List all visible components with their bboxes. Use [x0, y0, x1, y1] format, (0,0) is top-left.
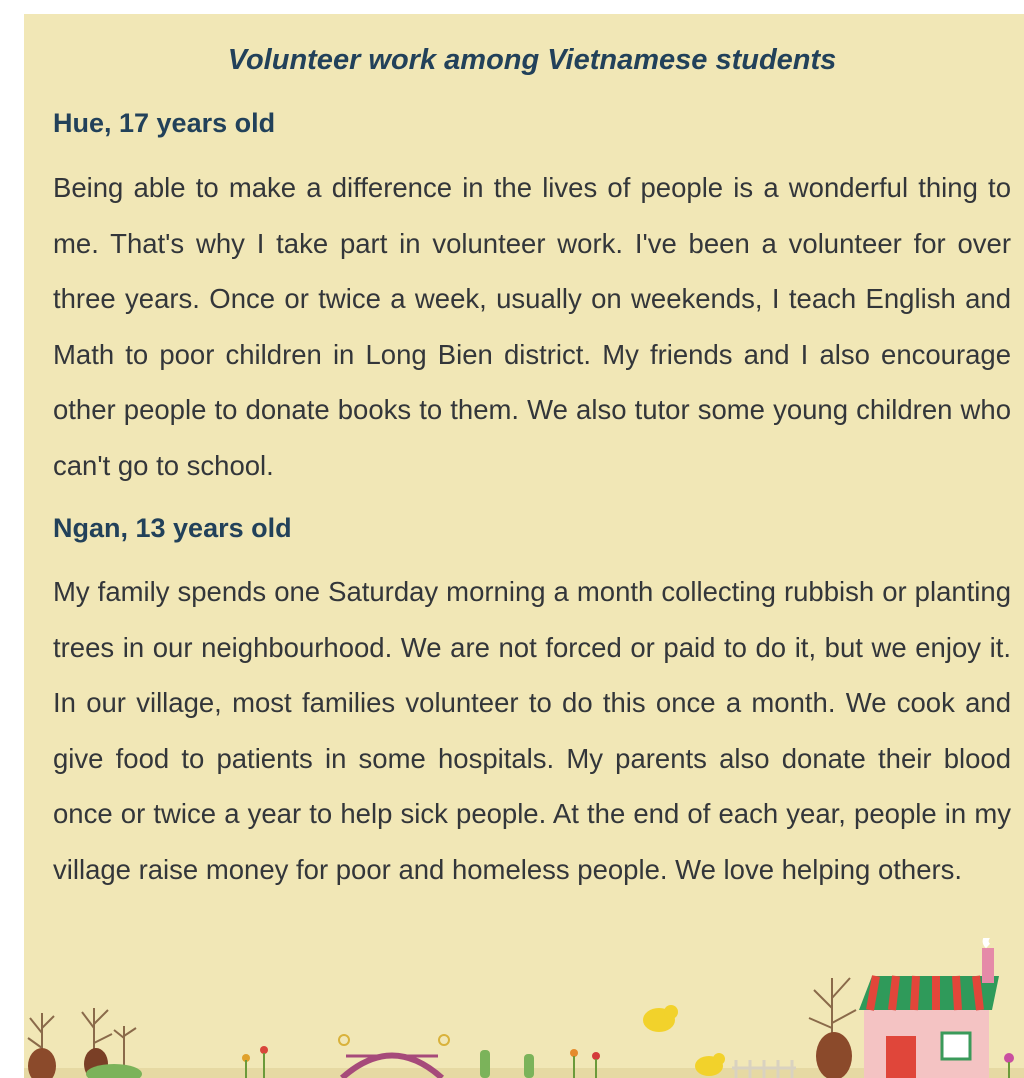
village-illustration — [24, 938, 1024, 1078]
page-title: Volunteer work among Vietnamese students — [227, 44, 837, 76]
section-heading-ngan: Ngan, 13 years old — [53, 513, 292, 543]
chimney-smoke — [986, 938, 993, 946]
right-bush — [816, 1032, 852, 1078]
birds — [643, 1005, 725, 1076]
section-text-ngan: My family spends one Saturday morning a month collecting rubbish or planting trees in our neighbourhood. We are not forced or paid to do it, but we enjoy it. In our village, most families volunteer to do this once a month. We cook and give food to patients in some hospitals. My parents also donate their blood once or twice a year to help sick people. At the end of each year, people in my village raise money for poor and homeless people. We love helping others. — [53, 576, 1011, 885]
section-heading-hue: Hue, 17 years old — [53, 108, 276, 138]
section-text-hue: Being able to make a difference in the lives of people is a wonderful thing to me. That's why I take part in volunteer work. I've been a volunteer for over three years. Once or twice a week, usually on weekends, I teach English and Math to poor children in Long Bien district. My friends and I also encourage other people to donate books to them. We also tutor some young children who can't go to school. — [53, 172, 1011, 481]
house — [859, 948, 999, 1078]
left-bush — [28, 1048, 56, 1078]
reading-card — [24, 14, 1024, 1078]
